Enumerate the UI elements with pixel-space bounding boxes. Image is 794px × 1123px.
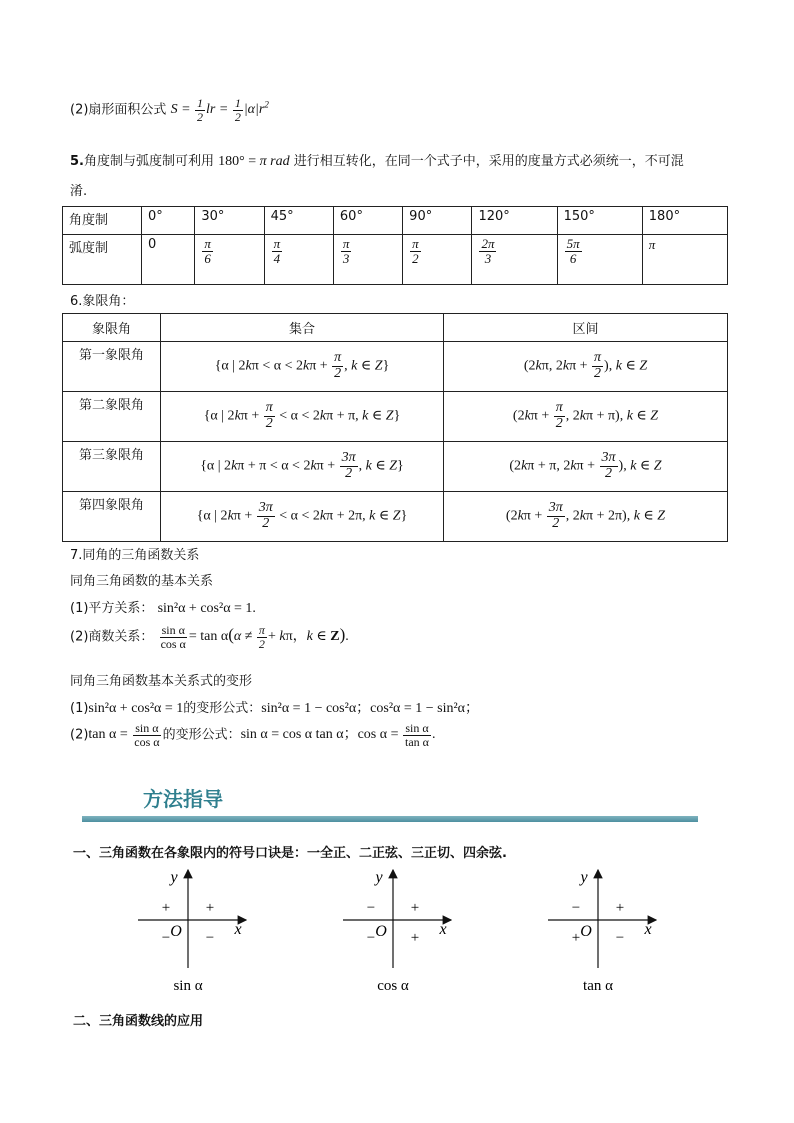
variant-1-identity: sin²α + cos²α = 1 bbox=[88, 701, 184, 716]
degree-cell: 45° bbox=[264, 207, 333, 235]
variant-2-prefix: (2) bbox=[70, 727, 89, 743]
variant-2-identity: tan α = $\frac{\text{sin α}}{\text{cos α}}$ bbox=[88, 721, 160, 749]
variant-2-text: 的变形公式： bbox=[162, 727, 241, 743]
chart-caption: sin α bbox=[173, 978, 203, 994]
quadrant-sign: − bbox=[571, 900, 581, 916]
quadrant-row bbox=[63, 342, 728, 392]
section2-title: 二、三角函数线的应用 bbox=[73, 1014, 204, 1029]
header-interval: 区间 bbox=[444, 314, 728, 342]
quadrant-row bbox=[63, 392, 728, 442]
quotient-relation-formula: $\frac{\text{sin α}}{\text{cos α}}$ = tan α(α ≠ $\frac{\pi}{2}$ + kπ，k ∈ Z). bbox=[160, 623, 349, 651]
radian-cell: $\frac{\pi}{6}$ bbox=[195, 235, 264, 285]
quadrant-row bbox=[63, 492, 728, 542]
square-relation-label: (1)平方关系： bbox=[70, 601, 154, 616]
radian-cell: $\frac{5\pi}{6}$ bbox=[557, 235, 642, 285]
degree-cell: 60° bbox=[333, 207, 402, 235]
variant-title: 同角三角函数基本关系式的变形 bbox=[70, 674, 253, 689]
origin-label: O bbox=[375, 923, 387, 940]
degree-row bbox=[63, 207, 728, 235]
item7-basic: 同角三角函数的基本关系 bbox=[70, 574, 214, 589]
item7-title: 7.同角的三角函数关系 bbox=[70, 548, 200, 563]
section1-title: 一、三角函数在各象限内的符号口诀是：一全正、二正弦、三正切、四余弦. bbox=[73, 846, 507, 861]
radian-cell: $\frac{2\pi}{3}$ bbox=[472, 235, 557, 285]
degree-cell: 0° bbox=[142, 207, 195, 235]
quadrant-sign: − bbox=[366, 930, 376, 946]
variant-1-formulas: sin²α = 1 − cos²α；cos²α = 1 − sin²α； bbox=[261, 701, 480, 716]
quadrant-set: {α | 2kπ + π < α < 2kπ + $\frac{3\pi}{2}$ , k ∈ Z} bbox=[161, 442, 444, 492]
quadrant-sign: + bbox=[615, 900, 625, 916]
origin-label: O bbox=[580, 923, 592, 940]
quadrant-table bbox=[62, 313, 728, 542]
origin-label: O bbox=[170, 923, 182, 940]
header-quadrant: 象限角 bbox=[63, 314, 161, 342]
angle-radian-table bbox=[62, 206, 728, 285]
quadrant-header-row bbox=[63, 314, 728, 342]
quadrant-sign: − bbox=[366, 900, 376, 916]
degree-cell: 120° bbox=[472, 207, 557, 235]
quotient-relation-line bbox=[70, 624, 349, 650]
quadrant-sign: + bbox=[161, 900, 171, 916]
quadrant-name: 第二象限角 bbox=[63, 392, 161, 442]
sign-chart bbox=[138, 869, 246, 994]
sign-chart bbox=[343, 869, 451, 994]
quadrant-sign: + bbox=[205, 900, 215, 916]
quadrant-interval: (2kπ + $\frac{3\pi}{2}$ , 2kπ + 2π), k ∈ Z bbox=[444, 492, 728, 542]
y-axis-label: y bbox=[375, 869, 383, 886]
item5-text-b: 进行相互转化，在同一个式子中，采用的度量方式必须统一，不可混 bbox=[293, 154, 684, 169]
radian-cell: π bbox=[642, 235, 727, 285]
sector-area-line bbox=[70, 97, 269, 123]
header-set: 集合 bbox=[161, 314, 444, 342]
item5-number: 5. bbox=[70, 154, 84, 169]
degree-row-head: 角度制 bbox=[63, 207, 142, 235]
quadrant-name: 第一象限角 bbox=[63, 342, 161, 392]
quadrant-sign: − bbox=[161, 930, 171, 946]
heading-divider bbox=[82, 816, 698, 822]
radian-row bbox=[63, 235, 728, 285]
degree-cell: 90° bbox=[403, 207, 472, 235]
x-axis-label: x bbox=[234, 921, 242, 938]
quadrant-set: {α | 2kπ + $\frac{3\pi}{2}$ < α < 2kπ + 2π, k ∈ Z} bbox=[161, 492, 444, 542]
sector-area-formula: S = $\frac{1}{2}$ lr = $\frac{1}{2}$ $|\alpha|r^2$ bbox=[170, 96, 269, 124]
x-axis-label: x bbox=[644, 921, 652, 938]
quadrant-sign: − bbox=[205, 930, 215, 946]
quadrant-interval: (2kπ + $\frac{\pi}{2}$ , 2kπ + π), k ∈ Z bbox=[444, 392, 728, 442]
degree-cell: 30° bbox=[195, 207, 264, 235]
quadrant-sign: + bbox=[571, 930, 581, 946]
sign-chart bbox=[548, 869, 656, 994]
square-relation-line bbox=[70, 597, 256, 617]
radian-cell: $\frac{\pi}{2}$ bbox=[403, 235, 472, 285]
radian-cell: $\frac{\pi}{4}$ bbox=[264, 235, 333, 285]
y-axis-label: y bbox=[170, 869, 178, 886]
sign-charts bbox=[130, 868, 690, 998]
quadrant-set: {α | 2kπ + $\frac{\pi}{2}$ < α < 2kπ + π, k ∈ Z} bbox=[161, 392, 444, 442]
quadrant-sign: + bbox=[410, 930, 420, 946]
degree-cell: 180° bbox=[642, 207, 727, 235]
quadrant-interval: (2kπ, 2kπ + $\frac{\pi}{2}$ ), k ∈ Z bbox=[444, 342, 728, 392]
variant-2-line bbox=[70, 722, 435, 748]
chart-caption: cos α bbox=[377, 978, 409, 994]
degree-cell: 150° bbox=[557, 207, 642, 235]
radian-cell: $\frac{\pi}{3}$ bbox=[333, 235, 402, 285]
radian-row-head: 弧度制 bbox=[63, 235, 142, 285]
variant-1-prefix: (1) bbox=[70, 701, 89, 716]
variant-1-line bbox=[70, 697, 479, 717]
conversion-formula: 180° = π rad bbox=[218, 154, 290, 169]
item5-line bbox=[70, 150, 684, 170]
quadrant-name: 第四象限角 bbox=[63, 492, 161, 542]
variant-2-formulas: sin α = cos α tan α；cos α = $\frac{\text{sin α}}{\text{tan α}}$ . bbox=[240, 721, 436, 749]
quadrant-set: {α | 2kπ < α < 2kπ + $\frac{\pi}{2}$ , k ∈ Z} bbox=[161, 342, 444, 392]
quadrant-sign: − bbox=[615, 930, 625, 946]
item5-text-c: 淆. bbox=[70, 184, 88, 199]
variant-1-text: 的变形公式： bbox=[183, 701, 262, 716]
y-axis-label: y bbox=[580, 869, 588, 886]
item6-title: 6.象限角： bbox=[70, 294, 135, 309]
quadrant-sign: + bbox=[410, 900, 420, 916]
quadrant-name: 第三象限角 bbox=[63, 442, 161, 492]
quadrant-interval: (2kπ + π, 2kπ + $\frac{3\pi}{2}$ ), k ∈ Z bbox=[444, 442, 728, 492]
square-relation-formula: sin²α + cos²α = 1. bbox=[157, 601, 256, 616]
quadrant-row bbox=[63, 442, 728, 492]
chart-caption: tan α bbox=[583, 978, 613, 994]
x-axis-label: x bbox=[439, 921, 447, 938]
radian-cell: 0 bbox=[142, 235, 195, 285]
method-heading: 方法指导 bbox=[143, 787, 223, 811]
quotient-relation-label: (2)商数关系： bbox=[70, 629, 154, 645]
sector-area-label: (2)扇形面积公式 bbox=[70, 102, 167, 118]
item5-text-a: 角度制与弧度制可利用 bbox=[83, 154, 214, 169]
